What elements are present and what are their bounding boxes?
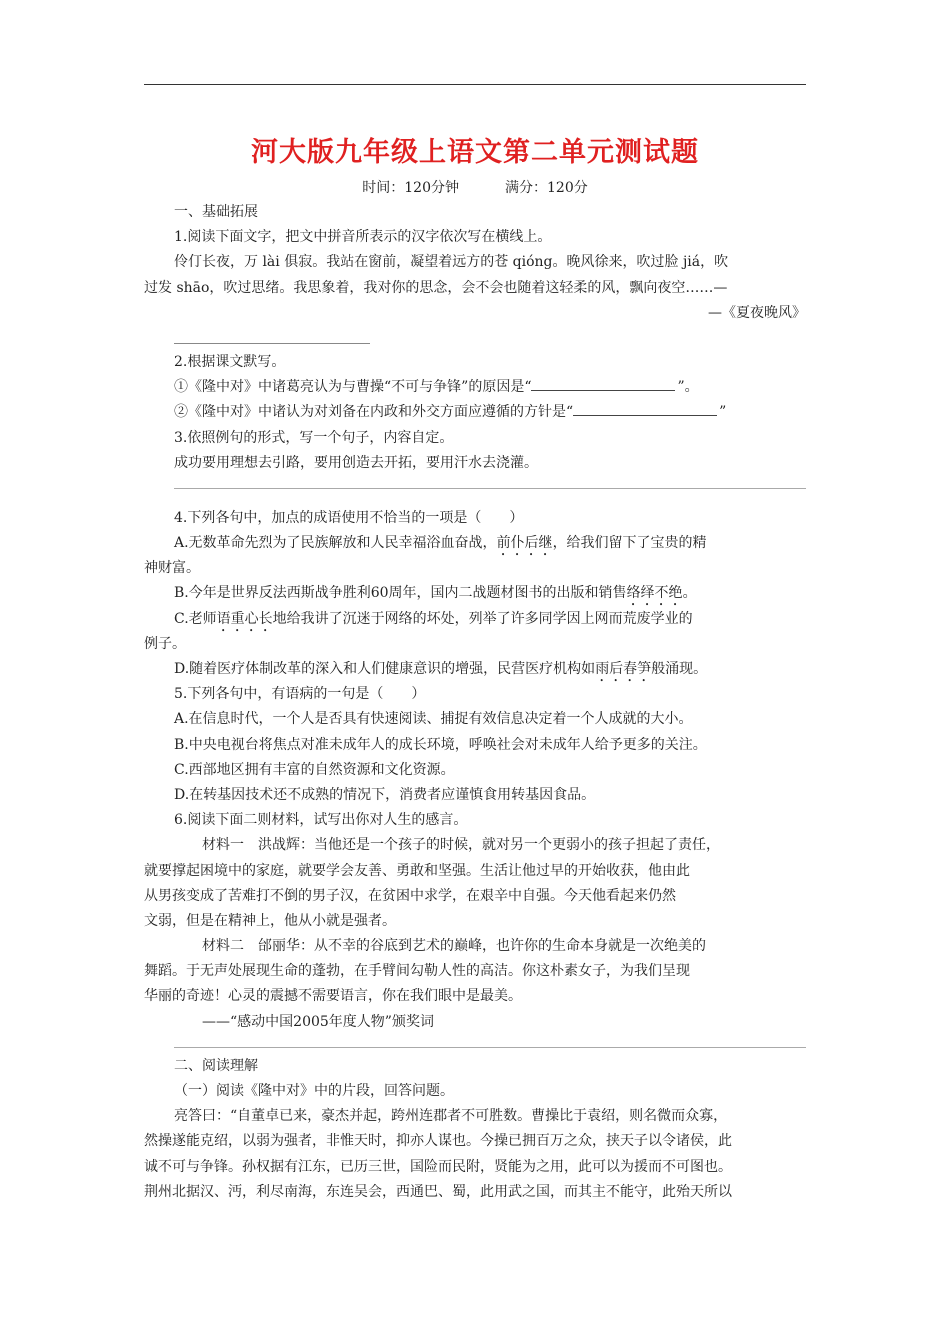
q3-prompt: 3.依照例句的形式，写一个句子，内容自定。	[174, 429, 454, 446]
passage-line: 亮答曰：“自董卓已来，豪杰并起，跨州连郡者不可胜数。曹操比于袁绍，则名微而众寡，	[174, 1108, 728, 1125]
q4-option-c: C.老师语重心长地给我讲了沉迷于网络的坏处，列举了许多同学因上网而荒废学业的	[174, 610, 693, 627]
q4-b-idiom: 络绎不绝	[626, 585, 683, 602]
q4-option-d: D.随着医疗体制改革的深入和人们健康意识的增强，民营医疗机构如雨后春笋般涌现。	[174, 661, 708, 677]
q4-option-b: B.今年是世界反法西斯战争胜利60周年，国内二战题材图书的出版和销售络绎不绝。	[174, 585, 697, 602]
full-score: 满分：120分	[505, 180, 588, 196]
material-1-line: 就要撑起困境中的家庭，就要学会友善、勇敢和坚强。生活让他过早的开始收获，他由此	[144, 862, 690, 879]
material-2-line: 华丽的奇迹！心灵的震撼不需要语言，你在我们眼中是最美。	[144, 988, 522, 1005]
q4-option-c-cont: 例子。	[144, 635, 186, 652]
section-heading-2: 二、阅读理解	[174, 1057, 258, 1074]
q4-prompt: 4.下列各句中，加点的成语使用不恰当的一项是（ ）	[174, 509, 524, 526]
exam-body	[144, 200, 806, 1205]
q1-answer-line[interactable]	[174, 343, 370, 344]
q1-passage-line: 伶仃长夜，万 lài 俱寂。我站在窗前，凝望着远方的苍 qióng。晚风徐来，吹过脸 jiá，吹	[174, 254, 729, 271]
q4-option-a: A.无数革命先烈为了民族解放和人民幸福浴血奋战，前仆后继，给我们留下了宝贵的精	[174, 535, 707, 552]
q5-option-a: A.在信息时代，一个人是否具有快速阅读、捕捉有效信息决定着一个人成就的大小。	[174, 711, 693, 728]
material-2-line: 材料二 邰丽华：从不幸的谷底到艺术的巅峰，也许你的生命本身就是一次绝美的	[202, 938, 706, 955]
material-2-source: ——“感动中国2005年度人物”颁奖词	[202, 1013, 434, 1030]
q6-answer-line[interactable]	[174, 1047, 806, 1048]
reading-subtitle: （一）阅读《隆中对》中的片段，回答问题。	[174, 1083, 454, 1099]
q1-passage-line: 过发 shāo，吹过思绪。我思象着，我对你的思念，会不会也随着这轻柔的风，飘向夜空……—	[144, 279, 728, 296]
q5-option-c: C.西部地区拥有丰富的自然资源和文化资源。	[174, 761, 455, 778]
q2-item-b: ②《隆中对》中诸认为对刘备在内政和外交方面应遵循的方针是“ ”	[174, 404, 727, 421]
page-title: 河大版九年级上语文第二单元测试题	[251, 137, 699, 168]
exam-meta	[0, 177, 950, 197]
q5-option-b: B.中央电视台将焦点对准未成年人的成长环境，呼唤社会对未成年人给予更多的关注。	[174, 736, 707, 753]
q1-source: —《夏夜晚风》	[708, 304, 806, 321]
q3-answer-line[interactable]	[174, 488, 806, 489]
material-1-line: 从男孩变成了苦难打不倒的男子汉，在贫困中求学，在艰辛中自强。今天他看起来仍然	[144, 887, 676, 904]
q4-option-a-cont: 神财富。	[144, 560, 200, 577]
q4-c-idiom: 语重心长	[216, 610, 273, 627]
material-1-line: 材料一 洪战辉：当他还是一个孩子的时候，就对另一个更弱小的孩子担起了责任，	[202, 837, 720, 854]
q5-prompt: 5.下列各句中，有语病的一句是（ ）	[174, 686, 426, 703]
passage-line: 荆州北据汉、沔，利尽南海，东连吴会，西通巴、蜀，此用武之国，而其主不能守，此殆天所以	[144, 1183, 732, 1200]
q3-example: 成功要用理想去引路，要用创造去开拓，要用汗水去浇灌。	[174, 454, 538, 471]
passage-line: 然操遂能克绍，以弱为强者，非惟天时，抑亦人谋也。今操已拥百万之众，挟天子以令诸侯，此	[144, 1133, 732, 1150]
q2-prompt: 2.根据课文默写。	[174, 353, 286, 370]
q2-b-blank[interactable]	[573, 403, 717, 416]
time-limit: 时间：120分钟	[362, 180, 459, 196]
q2-a-blank[interactable]	[531, 378, 675, 391]
q4-a-idiom: 前仆后继	[496, 535, 553, 552]
material-1-line: 文弱，但是在精神上，他从小就是强者。	[144, 912, 396, 929]
q6-prompt: 6.阅读下面二则材料，试写出你对人生的感言。	[174, 812, 468, 829]
passage-line: 诚不可与争锋。孙权据有江东，已历三世，国险而民附，贤能为之用，此可以为援而不可图也。	[144, 1158, 732, 1175]
material-2-line: 舞蹈。于无声处展现生命的蓬勃，在手臂间勾勒人性的高洁。你这朴素女子，为我们呈现	[144, 963, 690, 980]
q5-option-d: D.在转基因技术还不成熟的情况下，消费者应谨慎食用转基因食品。	[174, 786, 596, 803]
header-rule	[144, 84, 806, 85]
q2-item-a: ①《隆中对》中诸葛亮认为与曹操“不可与争锋”的原因是“ ”。	[174, 379, 699, 396]
section-heading-1: 一、基础拓展	[174, 204, 258, 220]
q4-d-idiom: 雨后春笋	[595, 661, 652, 677]
q1-prompt: 1.阅读下面文字，把文中拼音所表示的汉字依次写在横线上。	[174, 229, 552, 246]
